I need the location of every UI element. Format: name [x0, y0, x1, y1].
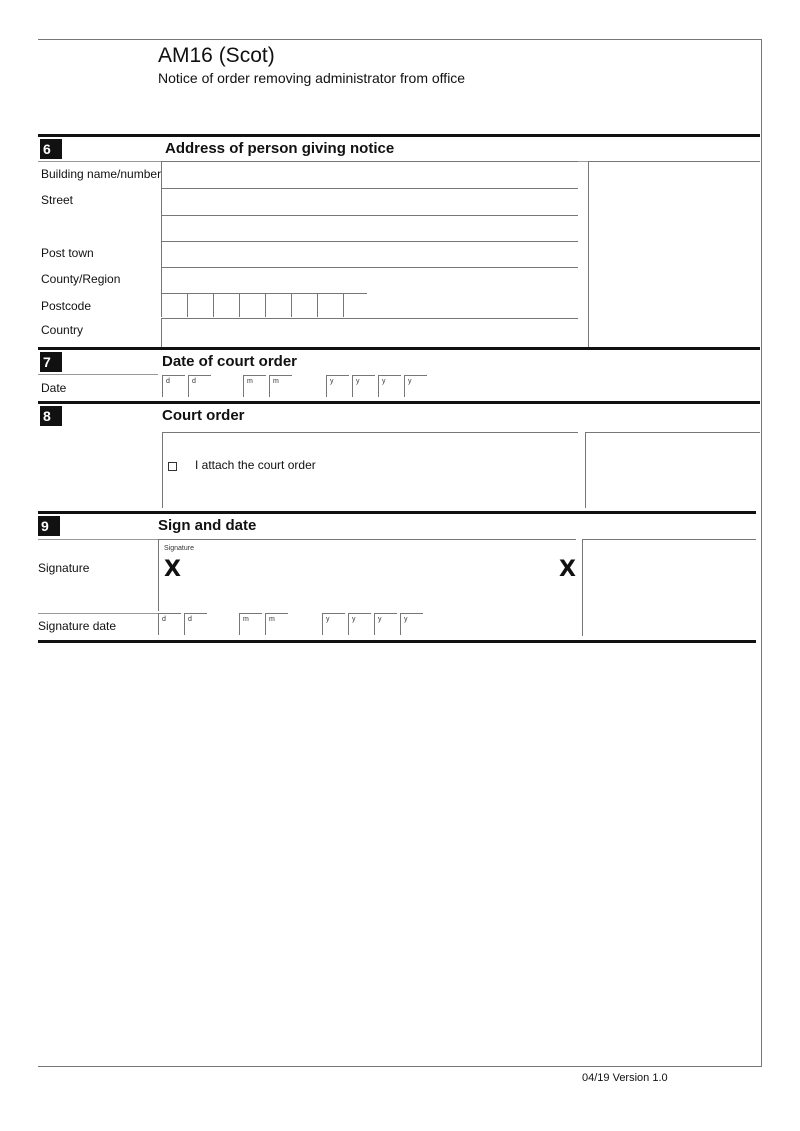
sig-date-year-1[interactable]: y: [322, 613, 345, 635]
sig-date-day-1[interactable]: d: [158, 613, 181, 635]
sig-date-year-2[interactable]: y: [348, 613, 371, 635]
section-6-title: Address of person giving notice: [165, 140, 395, 157]
right-border: [761, 39, 762, 1067]
street-input-line-2[interactable]: [161, 215, 578, 241]
signature-x-mark-right: X: [559, 557, 576, 582]
county-label: County/Region: [41, 272, 121, 286]
section-6-side-note-box: [588, 161, 760, 347]
signature-date-subrule: [38, 613, 158, 614]
country-label: Country: [41, 323, 84, 337]
postcode-box-5[interactable]: [265, 293, 291, 317]
postcode-box-2[interactable]: [187, 293, 213, 317]
section-6-rule: [38, 134, 760, 137]
signature-date-label: Signature date: [38, 619, 117, 633]
sig-date-year-3[interactable]: y: [374, 613, 397, 635]
form-code: AM16 (Scot): [158, 44, 275, 67]
postcode-box-4[interactable]: [239, 293, 265, 317]
street-input-line-1[interactable]: [161, 188, 578, 215]
post-town-input[interactable]: [161, 241, 578, 267]
date-day-1[interactable]: d: [162, 375, 185, 397]
postcode-box-3[interactable]: [213, 293, 239, 317]
postcode-box-7[interactable]: [317, 293, 343, 317]
version-label: 04/19 Version 1.0: [582, 1072, 668, 1084]
attach-court-order-label: I attach the court order: [195, 458, 316, 472]
date-month-2[interactable]: m: [269, 375, 292, 397]
postcode-box-8[interactable]: [343, 293, 367, 317]
date-year-4[interactable]: y: [404, 375, 427, 397]
section-9-side-note-box: [582, 539, 756, 636]
section-9-title: Sign and date: [158, 517, 257, 534]
postcode-label: Postcode: [41, 299, 92, 313]
sig-date-year-4[interactable]: y: [400, 613, 423, 635]
signature-x-mark-left: X: [164, 557, 181, 582]
section-7-number: 7: [40, 352, 62, 372]
section-9-rule: [38, 511, 756, 514]
date-month-1[interactable]: m: [243, 375, 266, 397]
county-input[interactable]: [161, 267, 578, 293]
section-7-subrule: [38, 374, 158, 375]
section-9-number: 9: [38, 516, 60, 536]
building-label: Building name/number: [41, 167, 162, 181]
section-8-title: Court order: [162, 407, 245, 424]
postcode-box-6[interactable]: [291, 293, 317, 317]
postcode-box-1[interactable]: [161, 293, 187, 317]
date-day-2[interactable]: d: [188, 375, 211, 397]
section-7-title: Date of court order: [162, 353, 298, 370]
bottom-border: [38, 1066, 762, 1067]
date-year-1[interactable]: y: [326, 375, 349, 397]
date-year-2[interactable]: y: [352, 375, 375, 397]
date-year-3[interactable]: y: [378, 375, 401, 397]
top-border: [38, 39, 762, 40]
street-label: Street: [41, 193, 74, 207]
country-input[interactable]: [161, 318, 578, 347]
signature-label: Signature: [38, 561, 90, 575]
post-town-label: Post town: [41, 246, 94, 260]
section-8-number: 8: [40, 406, 62, 426]
section-8-rule: [38, 401, 760, 404]
section-8-side-note-box: [585, 432, 760, 508]
court-order-date-label: Date: [41, 381, 67, 395]
section-6-number: 6: [40, 139, 62, 159]
signature-box[interactable]: [158, 539, 576, 611]
section-9-bottom-rule: [38, 640, 756, 643]
sig-date-month-2[interactable]: m: [265, 613, 288, 635]
sig-date-month-1[interactable]: m: [239, 613, 262, 635]
form-title: Notice of order removing administrator from office: [158, 70, 466, 86]
attach-court-order-checkbox[interactable]: [168, 462, 177, 471]
signature-box-caption: Signature: [164, 545, 194, 552]
section-9-subrule: [38, 539, 158, 540]
building-input[interactable]: [161, 161, 578, 188]
sig-date-day-2[interactable]: d: [184, 613, 207, 635]
section-7-rule: [38, 347, 760, 350]
